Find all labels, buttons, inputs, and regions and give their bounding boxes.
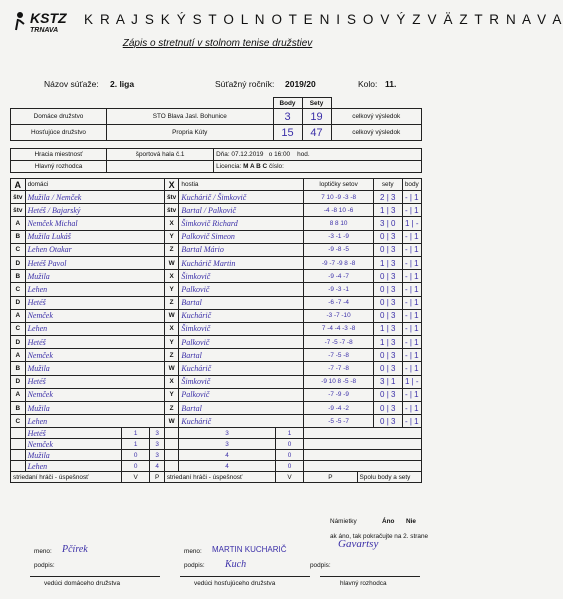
bilance-spacer [11,439,26,450]
sets-result: 1 | 3 [373,256,402,269]
set-scores: -9 -7 -9 8 -8 [304,256,374,269]
set-scores: -7 -5 -7 -8 [304,336,374,349]
points-result: - | 1 [402,296,421,309]
match-rows [11,191,422,483]
guest-player-name: Šimkovič [179,375,304,388]
points-result: - | 1 [402,388,421,401]
points-result: - | 1 [402,270,421,283]
sets-result: 1 | 3 [373,336,402,349]
home-player-name: Mužila / Nemček [25,191,164,204]
guest-v-label: V [275,472,304,483]
col-points-header: body [402,179,421,191]
home-player-name: Lehen [25,283,164,296]
bilance-home-lost: 4 [150,461,164,472]
guest-player-name: Kuchárič [179,309,304,322]
bilance-spacer [164,439,179,450]
home-player-name: Mužila [25,402,164,415]
home-player-name: Hetéš [25,296,164,309]
home-player-letter: C [11,243,26,256]
competition-value: 2. liga [110,79,135,89]
home-player-letter: C [11,322,26,335]
bilance-home-won: 1 [121,428,150,439]
home-points: 3 [273,109,302,125]
info-table [10,97,422,141]
bilance-spacer [11,461,26,472]
set-scores: -3 -1 -9 [304,230,374,243]
points-result: - | 1 [402,230,421,243]
points-result: - | 1 [402,243,421,256]
sets-result: 1 | 3 [373,322,402,335]
number-label: číslo: [268,163,284,170]
set-scores: -5 -5 -7 [304,415,374,428]
guest-player-name: Palkovič [179,388,304,401]
set-scores: -9 -8 -5 [304,243,374,256]
guest-player-letter: štv [164,191,179,204]
bilance-row [11,461,422,472]
sets-result: 3 | 1 [373,375,402,388]
bilance-guest-lost: 1 [275,428,304,439]
bilance-home-lost: 3 [150,428,164,439]
license-label: Licencia: [216,163,242,170]
guest-player-name: Šimkovič Richard [179,217,304,230]
home-player-letter: B [11,270,26,283]
guest-player-letter: Z [164,349,179,362]
match-row [11,402,422,415]
kstz-logo [14,8,84,39]
guest-player-letter: X [164,375,179,388]
referee-label: Hlavný rozhodca [11,161,107,173]
date-value: 07.12.2019 [231,151,264,158]
bilance-spacer [11,450,26,461]
col-x-header: X [164,179,179,191]
bilance-guest-won: 4 [179,461,275,472]
set-scores: 7 -4 -4 -3 -8 [304,322,374,335]
remarks-yes: Áno [382,518,395,525]
home-player-letter: A [11,309,26,322]
guest-player-name: Bartal / Palkovič [179,204,304,217]
bilance-empty [304,461,422,472]
match-row [11,283,422,296]
sets-result: 0 | 3 [373,388,402,401]
match-row [11,243,422,256]
match-row [11,296,422,309]
logo-sub: TRNAVA [30,27,59,34]
sets-result: 0 | 3 [373,349,402,362]
logo-text: KSTZ [30,10,67,26]
col-guest-header: hostia [179,179,304,191]
venue-label: Hracia miestnosť [11,149,107,161]
bilance-home-won: 0 [121,450,150,461]
guest-player-name: Kuchárič [179,362,304,375]
points-result: 1 | - [402,217,421,230]
sets-result: 0 | 3 [373,270,402,283]
sets-result: 0 | 3 [373,362,402,375]
set-scores: -9 -4 -2 [304,402,374,415]
time-value: 16:00 [274,151,291,158]
guest-player-name: Palkovič Simeon [179,230,304,243]
set-scores: -9 10 8 -5 -8 [304,375,374,388]
guest-p-label: P [304,472,357,483]
set-scores: -9 -4 -7 [304,270,374,283]
guest-player-letter: Z [164,296,179,309]
set-scores: -9 -3 -1 [304,283,374,296]
home-player-name: Nemček [25,309,164,322]
points-result: - | 1 [402,322,421,335]
hour-label: hod. [297,151,310,158]
guest-player-name: Palkovič [179,283,304,296]
match-row [11,270,422,283]
guest-player-name: Šimkovič [179,322,304,335]
guest-player-letter: Y [164,283,179,296]
bilance-empty [304,428,422,439]
remarks-no: Nie [406,518,416,525]
guest-sets: 47 [302,125,331,141]
license-cell [214,161,422,173]
guest-player-letter: W [164,309,179,322]
guest-substitute-label: striedaní hráči - úspešnosť [164,472,275,483]
points-result: - | 1 [402,309,421,322]
date-cell [214,149,422,161]
sets-result: 1 | 3 [373,204,402,217]
time-label: o [268,151,273,158]
referee-leader-label: hlavný rozhodca [340,580,387,587]
bilance-row [11,428,422,439]
sets-result: 0 | 3 [373,283,402,296]
set-scores: -4 -8 10 -6 [304,204,374,217]
home-player-name: Lehen Otakar [25,243,164,256]
guest-points: 15 [273,125,302,141]
bilance-guest-lost: 0 [275,439,304,450]
bilance-spacer [164,450,179,461]
season-value: 2019/20 [285,79,316,89]
guest-player-letter: Z [164,402,179,415]
set-scores: 8 8 10 [304,217,374,230]
home-p-label: P [150,472,164,483]
set-scores: -3 -7 -10 [304,309,374,322]
home-player-name: Nemček [25,349,164,362]
guest-player-letter: W [164,256,179,269]
points-result: - | 1 [402,256,421,269]
set-scores: -7 -9 -9 [304,388,374,401]
match-row [11,349,422,362]
guest-player-letter: Z [164,243,179,256]
home-player-letter: A [11,388,26,401]
guest-player-letter: W [164,415,179,428]
points-result: - | 1 [402,362,421,375]
guest-team-label: Hosťujúce družstvo [11,125,107,141]
bilance-home-lost: 3 [150,450,164,461]
match-row [11,309,422,322]
points-result: - | 1 [402,415,421,428]
home-player-name: Nemček [25,388,164,401]
match-row [11,191,422,204]
guest-name-label: meno: [184,548,202,555]
col-home-header: domáci [25,179,164,191]
bilance-home-name: Mužila [25,450,121,461]
sets-result: 3 | 0 [373,217,402,230]
match-row [11,388,422,401]
guest-leader-signature: Kuch [225,559,247,570]
home-player-name: Nemček Michal [25,217,164,230]
home-total-label: celkový výsledok [331,109,422,125]
bilance-row [11,439,422,450]
bilance-spacer [164,461,179,472]
sets-result: 0 | 3 [373,230,402,243]
bilance-empty [304,450,422,461]
guest-player-name: Palkovič [179,336,304,349]
match-table [10,178,422,483]
bilance-guest-lost: 0 [275,450,304,461]
home-player-letter: B [11,362,26,375]
sets-header: Sety [302,98,331,109]
bilance-spacer [164,428,179,439]
bilance-guest-won: 4 [179,450,275,461]
bilance-row [11,450,422,461]
bilance-guest-won: 3 [179,428,275,439]
home-team-label: Domáce družstvo [11,109,107,125]
joint-label: Spolu body a sety [357,472,421,483]
match-row [11,336,422,349]
match-row [11,204,422,217]
guest-player-name: Kuchárič / Šimkovič [179,191,304,204]
home-player-letter: C [11,283,26,296]
bilance-guest-won: 3 [179,439,275,450]
bilance-spacer [11,428,26,439]
home-player-name: Lehen [25,322,164,335]
match-row [11,362,422,375]
home-sets: 19 [302,109,331,125]
guest-player-letter: Y [164,336,179,349]
match-row [11,322,422,335]
sets-result: 2 | 3 [373,191,402,204]
set-scores: 7 10 -9 -3 -8 [304,191,374,204]
home-player-letter: A [11,349,26,362]
home-player-letter: D [11,375,26,388]
home-player-letter: štv [11,204,26,217]
guest-player-letter: X [164,270,179,283]
guest-player-letter: X [164,217,179,230]
remarks-label: Námietky [330,518,357,525]
header-title: K R A J S K Ý S T O L N O T E N I S O V Ý Z V Ä Z T R N A V A [84,12,563,27]
home-player-letter: D [11,296,26,309]
home-leader-label: vedúci domáceho družstva [44,580,121,587]
points-result: - | 1 [402,402,421,415]
bilance-home-won: 1 [121,439,150,450]
home-team-value: STO Blava Jasl. Bohunice [107,109,274,125]
home-signature-line [30,576,160,577]
col-scores-header: loptičky setov [304,179,374,191]
license-value: M A B C [243,163,268,170]
points-header: Body [273,98,302,109]
home-player-letter: D [11,336,26,349]
sets-result: 0 | 3 [373,415,402,428]
venue-value: športová hala č.1 [107,149,214,161]
guest-player-name: Bartal [179,349,304,362]
home-v-label: V [121,472,150,483]
sets-result: 0 | 3 [373,243,402,256]
bilance-guest-lost: 0 [275,461,304,472]
referee-signature-label: podpis: [310,562,331,569]
round-label: Kolo: [358,79,378,89]
date-label: Dňa: [216,151,230,158]
guest-leader-name: MARTIN KUCHARIČ [212,545,287,554]
home-player-letter: C [11,415,26,428]
bilance-home-name: Lehen [25,461,121,472]
competition-label: Názov súťaže: [44,79,99,89]
home-signature-label: podpis: [34,562,55,569]
guest-leader-label: vedúci hosťujúceho družstva [194,580,276,587]
home-substitute-label: striedaní hráči - úspešnosť [11,472,122,483]
bilance-home-won: 0 [121,461,150,472]
match-row [11,415,422,428]
points-result: - | 1 [402,283,421,296]
guest-player-name: Bartal [179,402,304,415]
referee-signature-line [320,576,420,577]
referee-signature: Gavartsy [338,538,379,550]
match-row [11,230,422,243]
set-scores: -7 -7 -8 [304,362,374,375]
points-result: - | 1 [402,349,421,362]
sets-result: 0 | 3 [373,296,402,309]
points-result: - | 1 [402,191,421,204]
sets-result: 0 | 3 [373,309,402,322]
guest-player-letter: X [164,322,179,335]
home-player-letter: D [11,256,26,269]
substitutes-row [11,472,422,483]
guest-player-name: Šimkovič [179,270,304,283]
bilance-home-name: Hetéš [25,428,121,439]
home-player-letter: B [11,402,26,415]
guest-total-label: celkový výsledok [331,125,422,141]
continue-label: ak áno, tak pokračujte na 2. strane [330,533,429,540]
home-player-name: Mužila [25,270,164,283]
home-player-letter: štv [11,191,26,204]
guest-player-letter: Y [164,230,179,243]
sets-result: 0 | 3 [373,402,402,415]
home-name-label: meno: [34,548,52,555]
round-value: 11. [385,79,397,89]
match-row [11,375,422,388]
season-label: Súťažný ročník: [215,79,275,89]
home-player-name: Lehen [25,415,164,428]
points-result: 1 | - [402,375,421,388]
home-leader-signature-name: Pčírek [62,544,88,555]
bilance-home-name: Nemček [25,439,121,450]
home-player-letter: B [11,230,26,243]
points-result: - | 1 [402,336,421,349]
venue-table [10,148,422,173]
home-player-name: Hetéš Pavol [25,256,164,269]
points-result: - | 1 [402,204,421,217]
guest-player-name: Bartal [179,296,304,309]
home-player-name: Hetéš [25,375,164,388]
bilance-empty [304,439,422,450]
home-player-name: Hetéš [25,336,164,349]
guest-player-name: Kuchárič Martin [179,256,304,269]
guest-player-letter: štv [164,204,179,217]
set-scores: -6 -7 -4 [304,296,374,309]
col-sets-header: sety [373,179,402,191]
guest-player-letter: Y [164,388,179,401]
bilance-home-lost: 3 [150,439,164,450]
set-scores: -7 -5 -8 [304,349,374,362]
guest-signature-line [180,576,310,577]
home-player-name: Mužila [25,362,164,375]
home-player-letter: A [11,217,26,230]
match-row [11,217,422,230]
match-row [11,256,422,269]
guest-player-name: Bartal Mário [179,243,304,256]
guest-team-value: Propria Kúty [107,125,274,141]
home-player-name: Hetéš / Bajarský [25,204,164,217]
guest-player-name: Kuchárič [179,415,304,428]
referee-value [107,161,214,173]
col-a-header: A [11,179,26,191]
guest-player-letter: W [164,362,179,375]
guest-signature-label: podpis: [184,562,205,569]
home-player-name: Mužila Lukáš [25,230,164,243]
page-subtitle: Zápis o stretnutí v stolnom tenise družstiev [122,38,313,49]
